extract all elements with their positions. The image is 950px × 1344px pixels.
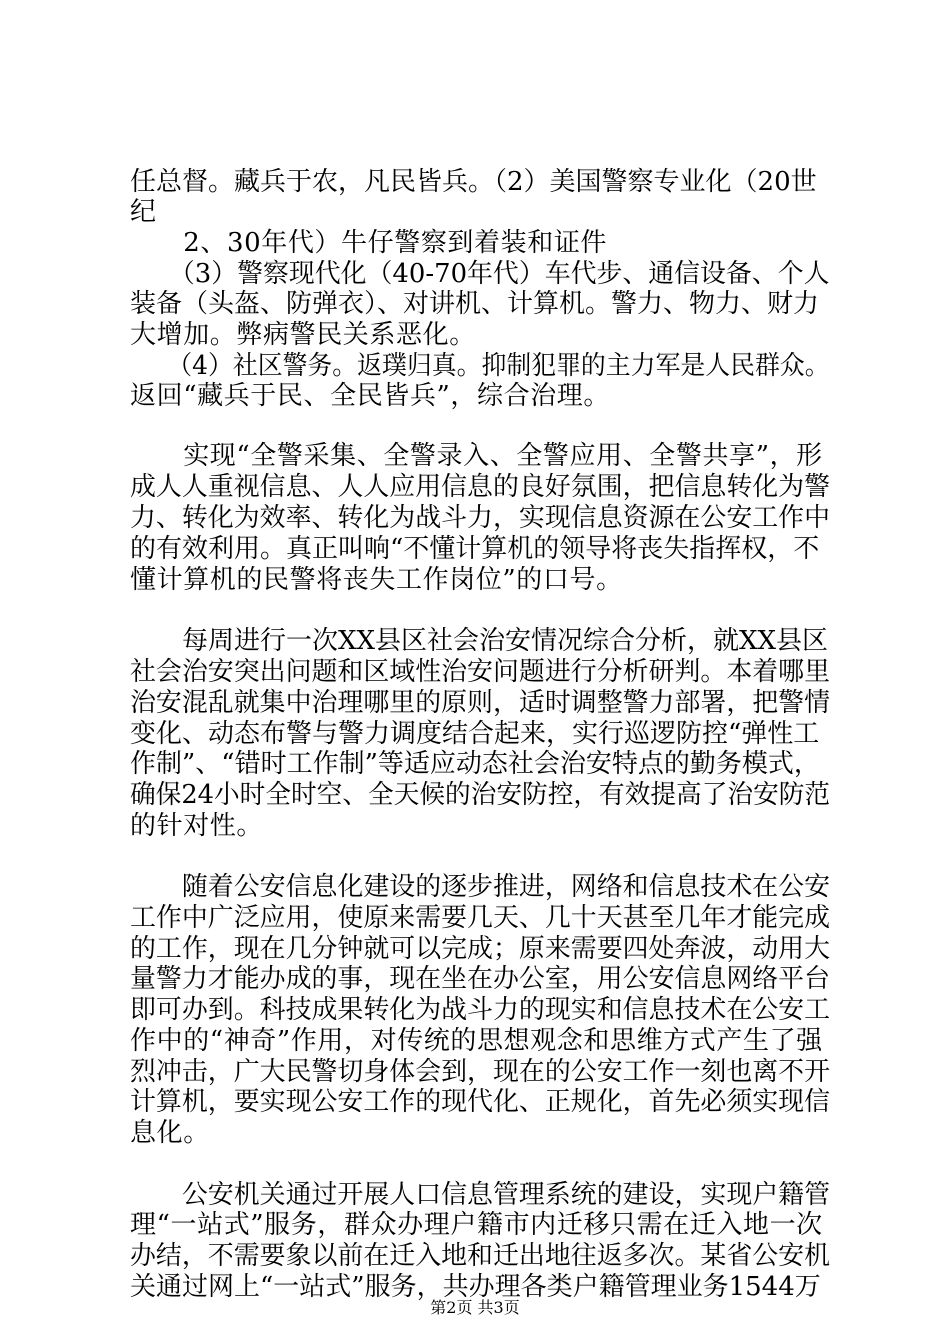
text-line: 每周进行一次XX县区社会治安情况综合分析，就XX县区 — [130, 626, 829, 656]
text-line: 公安机关通过开展人口信息管理系统的建设，实现户籍管 — [130, 1180, 831, 1210]
text-line: 作中的“神奇”作用，对传统的思想观念和思维方式产生了强 — [130, 1026, 823, 1056]
text-line: 返回“藏兵于民、全民皆兵”，综合治理。 — [130, 381, 610, 411]
text-line: 治安混乱就集中治理哪里的原则，适时调整警力部署，把警情 — [130, 688, 831, 718]
text-line: 的有效利用。真正叫响“不懂计算机的领导将丧失指挥权，不 — [130, 534, 820, 564]
text-line: 2、30年代）牛仔警察到着装和证件 — [130, 228, 608, 258]
text-line: 即可办到。科技成果转化为战斗力的现实和信息技术在公安工 — [130, 995, 831, 1025]
text-line: 纪 — [130, 197, 157, 227]
text-line: 懂计算机的民警将丧失工作岗位”的口号。 — [130, 565, 623, 595]
text-line: 关通过网上“一站式”服务，共办理各类户籍管理业务1544万 — [130, 1272, 821, 1302]
text-line: 烈冲击，广大民警切身体会到，现在的公安工作一刻也离不开 — [130, 1057, 831, 1087]
text-line: （4）社区警务。返璞归真。抑制犯罪的主力军是人民群众。 — [130, 351, 830, 381]
text-line: 确保24小时全时空、全天候的治安防控，有效提高了治安防范 — [130, 780, 831, 810]
text-line: 大增加。弊病警民关系恶化。 — [130, 320, 476, 350]
text-line: 息化。 — [130, 1118, 210, 1148]
text-line: 量警力才能办成的事，现在坐在办公室，用公安信息网络平台 — [130, 964, 831, 994]
text-line: （3）警察现代化（40-70年代）车代步、通信设备、个人 — [130, 259, 830, 289]
page-footer: 第2页 共3页 — [430, 1298, 520, 1317]
text-line: 实现“全警采集、全警录入、全警应用、全警共享”，形 — [130, 441, 823, 471]
text-line: 办结，不需要象以前在迁入地和迁出地往返多次。某省公安机 — [130, 1241, 831, 1271]
text-line: 任总督。藏兵于农，凡民皆兵。（2）美国警察专业化（20世 — [130, 167, 817, 197]
text-line: 随着公安信息化建设的逐步推进，网络和信息技术在公安 — [130, 872, 831, 902]
text-line: 工作中广泛应用，使原来需要几天、几十天甚至几年才能完成 — [130, 903, 831, 933]
text-line: 装备（头盔、防弹衣）、对讲机、计算机。警力、物力、财力 — [130, 289, 820, 319]
text-line: 作制”、“错时工作制”等适应动态社会治安特点的勤务模式， — [130, 749, 820, 779]
text-line: 社会治安突出问题和区域性治安问题进行分析研判。本着哪里 — [130, 657, 831, 687]
text-line: 理“一站式”服务，群众办理户籍市内迁移只需在迁入地一次 — [130, 1210, 823, 1240]
text-line: 成人人重视信息、人人应用信息的良好氛围，把信息转化为警 — [130, 472, 831, 502]
text-line: 计算机，要实现公安工作的现代化、正规化，首先必须实现信 — [130, 1087, 831, 1117]
text-line: 力、转化为效率、转化为战斗力，实现信息资源在公安工作中 — [130, 503, 831, 533]
text-line: 变化、动态布警与警力调度结合起来，实行巡逻防控“弹性工 — [130, 719, 820, 749]
text-line: 的工作，现在几分钟就可以完成；原来需要四处奔波，动用大 — [130, 934, 831, 964]
text-line: 的针对性。 — [130, 811, 264, 841]
